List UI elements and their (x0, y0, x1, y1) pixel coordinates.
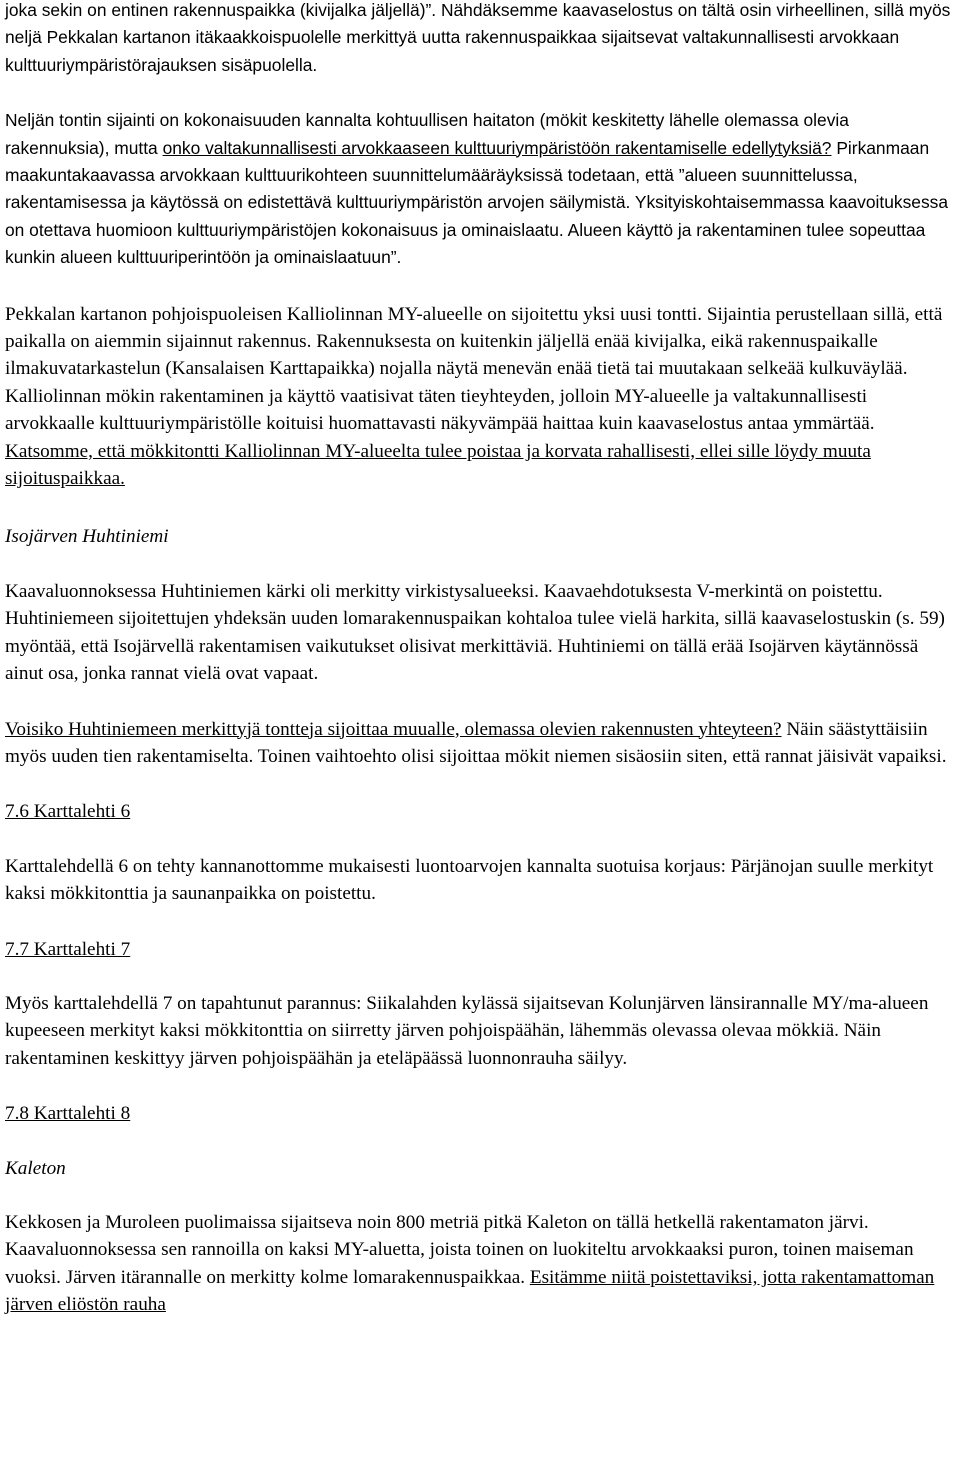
four-plots-question: onko valtakunnallisesti arvokkaaseen kulttuuriympäristöön rakentamiselle edellytyksiä? (162, 137, 832, 158)
heading-isojarven-huhtiniemi: Isojärven Huhtiniemi (5, 525, 169, 547)
paragraph-karttalehti-6: Karttalehdellä 6 on tehty kannanottomme mukaisesti luontoarvojen kannalta suotuisa korjaus: Pärjänojan suulle merkityt kaksi mökkitonttia ja saunanpaikka on poistettu. (5, 855, 934, 905)
paragraph-huhtiniemi-question (5, 716, 955, 771)
huhtiniemi-question: Voisiko Huhtiniemeen merkittyjä tontteja sijoittaa muualle, olemassa olevien rakennusten yhteyteen? (5, 718, 782, 740)
heading-kaleton: Kaleton (5, 1157, 66, 1179)
kalliolinna-text: Pekkalan kartanon pohjoispuoleisen Kalliolinnan MY-alueelle on sijoitettu yksi uusi tontti. Sijaintia perustellaan sillä, että paikalla on aiemmin sijainnut rakennus. Rakennuksesta on kuitenkin jäljellä enää kivijalka, eikä rakennuspaikalle ilmakuvatarkastelun (Kansalaisen Karttapaikka) nojalla näytä menevän enää tietä tai muutakaan selkeää kulkuväylää. Kalliolinnan mökin rakentaminen ja käyttö vaatisivat täten tieyhteyden, jolloin MY-alueelle ja valtakunnallisesti arvokkaalle kulttuuriympäristölle koituisi huomattavasti näkyvämpää haittaa kuin kaavaselostus antaa ymmärtää. (5, 303, 943, 435)
kaleton-text: Kekkosen ja Muroleen puolimaissa sijaitseva noin 800 metriä pitkä Kaleton on tällä hetkellä rakentamaton järvi. Kaavaluonnoksessa sen rannoilla on kaksi MY-aluetta, joista toinen on luokiteltu arvokkaaksi puron, toinen maiseman vuoksi. Järven itärannalle on merkitty kolme lomarakennuspaikkaa. (5, 1212, 914, 1288)
heading-karttalehti-8: 7.8 Karttalehti 8 (5, 1103, 131, 1125)
paragraph-four-plots (5, 107, 955, 271)
paragraph-karttalehti-7: Myös karttalehdellä 7 on tapahtunut parannus: Siikalahden kylässä sijaitsevan Kolunjärven länsirannalle MY/ma-alueen kupeeseen merkityt kaksi mökkitonttia on siirretty järven pohjoispäähän, lähemmäs olevassa olevaa mökkiä. Näin rakentaminen keskittyy järven pohjoispäähän ja eteläpäässä luonnonrauha säilyy. (5, 992, 929, 1069)
kalliolinna-demand: Katsomme, että mökkitontti Kalliolinnan MY-alueelta tulee poistaa ja korvata rahallisesti, ellei sille löydy muuta sijoituspaikkaa. (5, 440, 871, 490)
four-plots-text-end: Pirkanmaan maakuntakaavassa arvokkaan kulttuurikohteen suunnittelumääräyksissä todetaan, että ”alueen suunnittelussa, rakentamisessa ja käytössä on edistettävä kulttuuriympäristön arvojen säilymistä. Yksityiskohtaisemmassa kaavoituksessa on otettava huomioon kulttuuriympäristöjen kokonaisuus ja ominaislaatu. Alueen käyttö ja rakentaminen tulee sopeuttaa kunkin alueen kulttuuriperintöön ja ominaislaatuun”. (5, 137, 949, 268)
heading-karttalehti-7: 7.7 Karttalehti 7 (5, 938, 131, 960)
paragraph-kaleton (5, 1209, 955, 1319)
huhtiniemi-question-followup: Näin säästyttäisiin myös uuden tien rakentamiselta. Toinen vaihtoehto olisi sijoittaa mökit niemen sisäosiin siten, että rannat jäisivät vapaiksi. (5, 718, 947, 767)
heading-karttalehti-6: 7.6 Karttalehti 6 (5, 801, 131, 823)
document-page (5, 0, 955, 1319)
paragraph-huhtiniemi: Kaavaluonnoksessa Huhtiniemen kärki oli merkitty virkistysalueeksi. Kaavaehdotuksesta V-merkintä on poistettu. Huhtiniemeen sijoitettujen yhdeksän uuden lomarakennuspaikan kohtaloa tulee vielä harkita, sillä kaavaselostuskin (s. 59) myöntää, että Isojärvellä rakentamisen vaikutukset olisivat merkittäviä. Huhtiniemi on tällä erää Isojärven käytännössä ainut osa, jonka rannat vielä ovat vapaat. (5, 580, 945, 685)
paragraph-intro (5, 0, 955, 79)
kaleton-proposal: Esitämme niitä poistettaviksi, jotta rakentamattoman järven eliöstön rauha (5, 1266, 935, 1316)
four-plots-text-start: Neljän tontin sijainti on kokonaisuuden kannalta kohtuullisen haitaton (mökit keskitetty lähelle olemassa olevia rakennuksia), mutta (5, 110, 849, 158)
paragraph-intro-text: joka sekin on entinen rakennuspaikka (kivijalka jäljellä)”. Nähdäksemme kaavaselostus on tältä osin virheellinen, sillä myös neljä Pekkalan kartanon itäkaakkoispuolelle merkittyä uutta rakennuspaikkaa sijaitsevat valtakunnallisesti arvokkaan kulttuuriympäristörajauksen sisäpuolella. (5, 0, 951, 75)
paragraph-kalliolinna (5, 301, 955, 493)
